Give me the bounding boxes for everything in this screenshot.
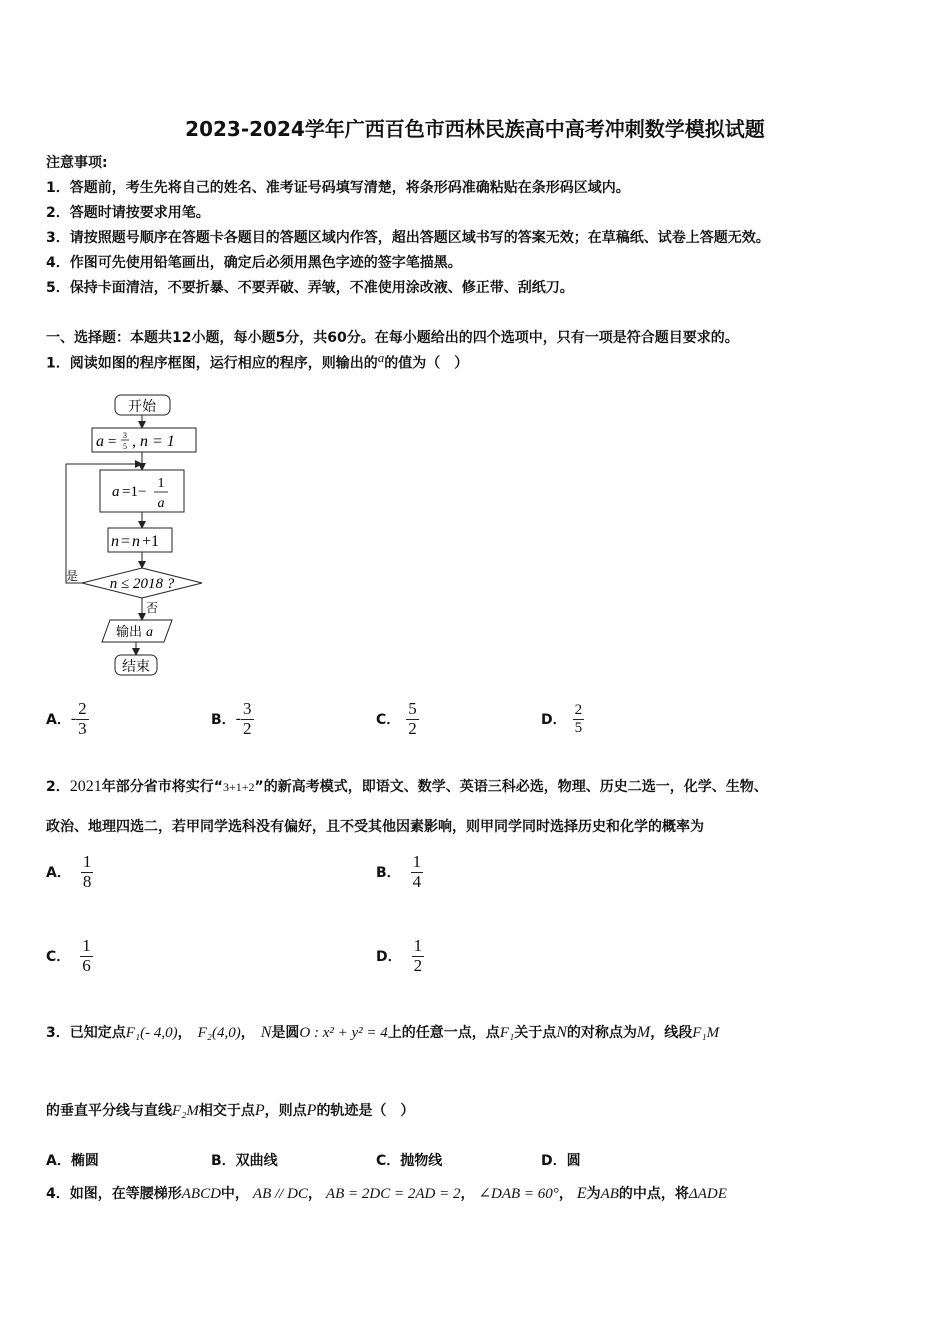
flow-init-frac-num: 3	[123, 431, 127, 440]
flow-step-n-plus: +1	[142, 533, 160, 550]
q3-text: ，	[240, 1025, 255, 1041]
option-sign: -	[70, 710, 77, 727]
flow-condition-label: n ≤ 2018 ?	[109, 576, 175, 592]
q3-option-d[interactable]	[541, 1150, 581, 1170]
flow-output-label: 输出	[116, 624, 143, 639]
q3-text: 是圆	[271, 1025, 300, 1041]
q4-text: ，	[460, 1186, 475, 1202]
q4-angle: ∠DAB = 60°	[478, 1186, 559, 1202]
question-2-line1	[46, 776, 768, 796]
q1-suffix: 的值为（ ）	[384, 355, 469, 372]
q3-text: 3．已知定点	[46, 1025, 126, 1041]
q4-equation: AB = 2DC = 2AD = 2	[325, 1186, 461, 1202]
q3-text: ，	[177, 1025, 192, 1041]
q4-e: E	[576, 1185, 587, 1202]
frac-den: 6	[82, 955, 91, 975]
question-3-line2	[46, 1100, 414, 1120]
q1-option-a[interactable]	[46, 696, 89, 742]
q2-option-a[interactable]	[46, 849, 93, 895]
question-2-line2: 政治、地理四选二，若甲同学选科没有偏好，且不受其他因素影响，则甲同学同时选择历史和化学的概率为	[46, 819, 704, 835]
question-3-line1	[46, 1022, 719, 1042]
option-sign: -	[235, 710, 241, 727]
question-4-line1	[46, 1183, 727, 1203]
q2-number: 2．	[46, 779, 70, 795]
frac-num: 1	[82, 851, 92, 871]
flow-step-n-rhs: n	[132, 533, 140, 550]
option-label: A．	[46, 1153, 71, 1169]
q4-abcd: ABCD	[181, 1186, 221, 1202]
frac-den: 2	[408, 718, 417, 738]
q2-option-d[interactable]	[376, 933, 424, 979]
frac-den: 4	[412, 871, 422, 891]
notice-item: 3．请按照题号顺序在答题卡各题目的答题区域内作答，超出答题区域书写的答案无效；在草稿纸、试卷上答题无效。	[46, 230, 770, 246]
section-heading: 一、选择题：本题共12小题，每小题5分，共60分。在每小题给出的四个选项中，只有一项是符合题目要求的。	[46, 330, 739, 346]
option-label: B．	[376, 865, 401, 881]
q2-text: 年部分省市将实行“	[101, 779, 223, 795]
q3-f1b: F₁	[499, 1025, 515, 1041]
notice-item: 2．答题时请按要求用笔。	[46, 205, 210, 221]
q3-p: P	[254, 1102, 265, 1119]
q4-text: 中，	[220, 1186, 249, 1202]
program-flowchart	[60, 390, 230, 682]
q3-f2: F₂(4,0)	[197, 1025, 241, 1041]
flow-output-var: a	[146, 625, 153, 640]
q3-f1m: F₁M	[692, 1025, 720, 1041]
option-label: B．	[211, 1153, 236, 1169]
q3-option-b[interactable]	[211, 1150, 278, 1170]
q4-parallel: AB // DC	[252, 1186, 308, 1202]
q3-f1: F₁(- 4,0)	[125, 1025, 178, 1041]
frac-num: 2	[574, 702, 583, 718]
flow-step-n-eq: =	[121, 533, 131, 550]
option-label: A．	[46, 712, 71, 728]
q4-text: 的中点，将	[618, 1186, 689, 1202]
frac-num: 1	[82, 935, 91, 955]
q3-text: 的垂直平分线与直线	[46, 1103, 172, 1119]
q3-text: 相交于点	[198, 1103, 255, 1119]
frac-num: 1	[413, 935, 423, 955]
option-text: 抛物线	[400, 1153, 443, 1169]
flow-yes-label: 是	[66, 569, 79, 583]
flow-init-n: , n = 1	[132, 433, 175, 450]
q2-option-b[interactable]	[376, 849, 423, 895]
flow-step-eq: =1−	[122, 484, 147, 500]
notice-item: 4．作图可先使用铅笔画出，确定后必须用黑色字迹的签字笔描黑。	[46, 255, 462, 271]
q3-text: 关于点	[514, 1025, 557, 1041]
q3-text: 的轨迹是（ ）	[316, 1103, 415, 1119]
flow-start-label: 开始	[128, 400, 156, 415]
option-label: C．	[46, 949, 71, 965]
q3-circle: O : x² + y² = 4	[299, 1025, 388, 1041]
option-label: D．	[376, 949, 402, 965]
frac-num: 1	[412, 851, 422, 871]
flow-end-label: 结束	[122, 660, 150, 675]
q3-option-c[interactable]	[376, 1150, 442, 1170]
q4-ab: AB	[600, 1186, 619, 1202]
flow-init-frac-den: 5	[123, 442, 127, 451]
option-text: 双曲线	[235, 1153, 278, 1169]
q3-p2: P	[306, 1102, 317, 1119]
flow-step-frac-num: 1	[157, 476, 165, 491]
q1-option-d[interactable]	[541, 696, 584, 742]
question-1-stem	[46, 350, 468, 373]
q3-n2: N	[556, 1024, 567, 1041]
flow-step-n: n	[111, 533, 119, 550]
option-label: A．	[46, 865, 71, 881]
q4-text: 为	[586, 1186, 601, 1202]
q2-text: ”的新高考模式，即语文、数学、英语三科必选，物理、历史二选一，化学、生物、	[254, 779, 768, 795]
q3-text: ，线段	[650, 1025, 693, 1041]
frac-num: 2	[78, 698, 87, 718]
notice-heading: 注意事项:	[46, 155, 108, 171]
q3-n: N	[260, 1024, 272, 1041]
frac-den: 2	[243, 718, 252, 738]
notice-item: 5．保持卡面清洁，不要折暴、不要弄破、弄皱，不准使用涂改液、修正带、刮纸刀。	[46, 280, 574, 296]
option-label: D．	[541, 712, 567, 728]
q4-text: ，	[307, 1186, 322, 1202]
q1-option-c[interactable]	[376, 696, 419, 742]
option-text: 圆	[566, 1153, 581, 1169]
q3-m: M	[636, 1024, 651, 1041]
q1-prefix: 1．阅读如图的程序框图，运行相应的程序，则输出的	[46, 355, 378, 372]
q2-year: 2021	[69, 778, 102, 795]
flow-init-eq: =	[108, 434, 117, 450]
option-label: B．	[211, 712, 236, 728]
frac-den: 8	[82, 871, 92, 891]
q4-text: ，	[558, 1186, 573, 1202]
q2-mode: 3+1+2	[222, 780, 255, 794]
option-text: 椭圆	[70, 1153, 99, 1169]
q1-var: a	[377, 350, 385, 365]
q3-option-a[interactable]	[46, 1150, 99, 1170]
option-label: C．	[376, 712, 401, 728]
q4-triangle: ΔADE	[688, 1186, 727, 1202]
q1-option-b[interactable]	[211, 696, 254, 742]
q2-option-c[interactable]	[46, 933, 93, 979]
frac-num: 3	[243, 698, 252, 718]
q3-text: 上的任意一点，点	[387, 1025, 500, 1041]
notice-item: 1．答题前，考生先将自己的姓名、准考证号码填写清楚，将条形码准确粘贴在条形码区域内。	[46, 180, 630, 196]
frac-num: 5	[408, 698, 417, 718]
frac-den: 5	[574, 719, 583, 736]
flow-no-label: 否	[146, 601, 159, 615]
flow-step-frac-den: a	[157, 496, 165, 511]
q4-text: 4．如图，在等腰梯形	[46, 1186, 182, 1202]
option-label: C．	[376, 1153, 401, 1169]
flow-init-a: a	[96, 433, 104, 450]
q3-text: ，则点	[264, 1103, 307, 1119]
option-label: D．	[541, 1153, 567, 1169]
frac-den: 3	[78, 718, 87, 738]
frac-den: 2	[413, 955, 423, 975]
page-title: 2023-2024学年广西百色市西林民族高中高考冲刺数学模拟试题	[185, 117, 765, 141]
q3-text: 的对称点为	[566, 1025, 637, 1041]
q3-f2m: F₂M	[172, 1103, 199, 1119]
flow-step-a: a	[112, 484, 120, 500]
